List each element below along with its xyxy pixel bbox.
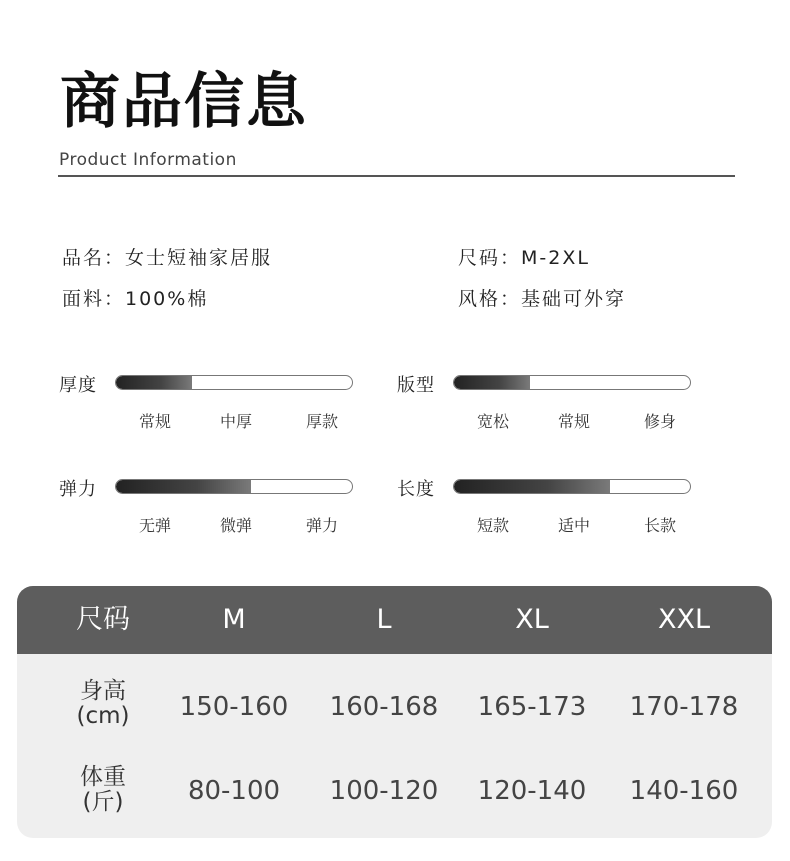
fit-bar-fill	[454, 376, 530, 389]
info-style: 风格：基础可外穿	[458, 288, 627, 310]
table-cell: 165-173	[477, 692, 587, 722]
length-bar	[453, 479, 691, 494]
tick-label: 宽松	[476, 412, 509, 431]
tick-label: 无弹	[138, 516, 171, 535]
info-size: 尺码：M-2XL	[458, 247, 590, 269]
page-subtitle: Product Information	[59, 150, 237, 170]
table-cell: 150-160	[179, 692, 289, 722]
title-divider	[58, 175, 735, 177]
attr-fit-label: 版型	[397, 375, 435, 396]
length-bar-fill	[454, 480, 610, 493]
table-cell: 160-168	[329, 692, 439, 722]
tick-label: 短款	[476, 516, 509, 535]
row-label-unit: (cm)	[76, 703, 130, 729]
header-size-label: 尺码	[76, 604, 130, 635]
header-size-m: M	[222, 604, 246, 635]
tick-label: 中厚	[219, 412, 252, 431]
table-cell: 100-120	[329, 776, 439, 806]
table-cell: 170-178	[629, 692, 739, 722]
header-size-xxl: XXL	[657, 604, 711, 635]
row-label-weight	[53, 765, 153, 815]
thickness-bar-fill	[116, 376, 192, 389]
tick-label: 弹力	[305, 516, 338, 535]
info-material: 面料：100%棉	[62, 288, 209, 310]
header-size-xl: XL	[515, 604, 549, 635]
table-cell: 120-140	[477, 776, 587, 806]
row-label-main: 体重	[80, 764, 126, 790]
tick-label: 长款	[643, 516, 676, 535]
fit-bar	[453, 375, 691, 390]
table-cell: 140-160	[629, 776, 739, 806]
tick-label: 微弹	[219, 516, 252, 535]
page-title: 商品信息	[60, 67, 308, 137]
tick-label: 修身	[643, 412, 676, 431]
tick-label: 适中	[557, 516, 590, 535]
elasticity-bar-fill	[116, 480, 251, 493]
table-header	[17, 586, 772, 654]
row-label-height	[53, 679, 153, 729]
row-label-main: 身高	[80, 678, 126, 704]
row-label-unit: (斤)	[82, 789, 124, 815]
elasticity-bar	[115, 479, 353, 494]
table-cell: 80-100	[187, 776, 281, 806]
attr-thickness-label: 厚度	[59, 375, 97, 396]
thickness-bar	[115, 375, 353, 390]
size-table	[17, 586, 772, 838]
header-size-l: L	[376, 604, 392, 635]
info-name: 品名：女士短袖家居服	[62, 247, 273, 269]
tick-label: 常规	[138, 412, 171, 431]
attr-elasticity-label: 弹力	[59, 479, 97, 500]
tick-label: 常规	[557, 412, 590, 431]
tick-label: 厚款	[305, 412, 338, 431]
attr-length-label: 长度	[397, 479, 435, 500]
